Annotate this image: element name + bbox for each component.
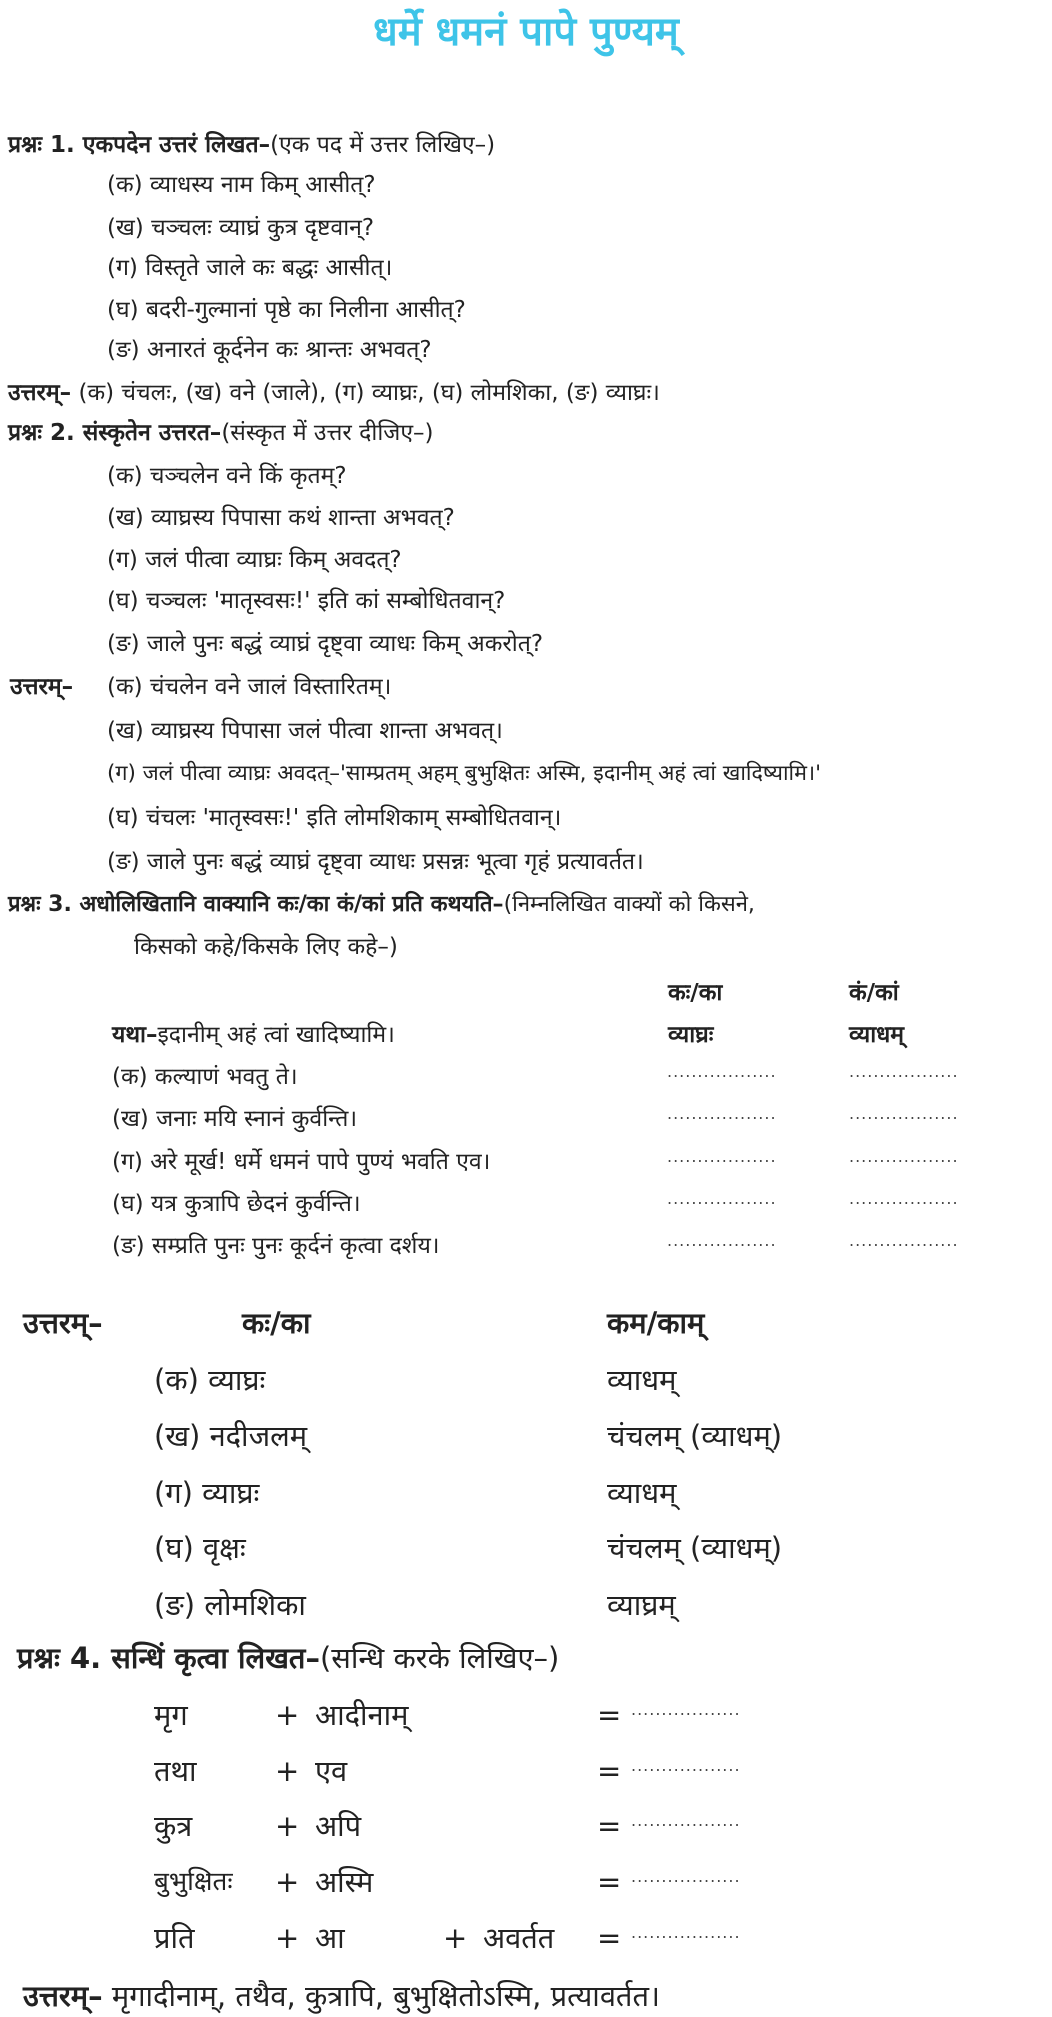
question-4 xyxy=(17,1638,559,1678)
q2-item: (घ) चञ्चलः 'मातृस्वसः!' इति कां सम्बोधितवान्? xyxy=(107,588,506,614)
answer-label: उत्तरम्– xyxy=(8,380,72,406)
plus-sign: + xyxy=(275,1698,300,1732)
sandhi-word-2: आ xyxy=(315,1921,345,1955)
blank-whom[interactable]: .................. xyxy=(849,1231,959,1250)
answer-col-who: कः/का xyxy=(242,1306,311,1340)
sandhi-word-1: तथा xyxy=(154,1754,197,1788)
answer-whom: व्याधम् xyxy=(607,1363,677,1397)
q3-item: (ग) अरे मूर्ख! धर्मे धमनं पापे पुण्यं भवति एव। xyxy=(112,1149,491,1175)
example-text: इदानीम् अहं त्वां खादिष्यामि। xyxy=(157,1022,395,1048)
sandhi-blank[interactable]: .................. xyxy=(631,1867,741,1886)
plus-sign: + xyxy=(275,1921,300,1955)
sandhi-blank[interactable]: .................. xyxy=(631,1756,741,1775)
sandhi-word-3: अवर्तत xyxy=(483,1921,555,1955)
example-who: व्याघ्रः xyxy=(668,1022,714,1048)
q2-item: (क) चञ्चलेन वने किं कृतम्? xyxy=(107,463,347,489)
question-1-hint: (एक पद में उत्तर लिखिए–) xyxy=(270,132,496,158)
answer-who: (ङ) लोमशिका xyxy=(154,1588,306,1622)
blank-whom[interactable]: .................. xyxy=(849,1147,959,1166)
blank-who[interactable]: .................. xyxy=(667,1147,777,1166)
question-1-heading: प्रश्नः 1. एकपदेन उत्तरं लिखत– xyxy=(8,132,271,158)
q2-answer: (क) चंचलेन वने जालं विस्तारितम्। xyxy=(107,674,392,700)
answer-text: मृगादीनाम्, तथैव, कुत्रापि, बुभुक्षितोऽस्मि, प्रत्यावर्तत। xyxy=(111,1979,660,2013)
sandhi-word-1: प्रति xyxy=(154,1921,195,1955)
answer-whom: व्याधम् xyxy=(607,1476,677,1510)
question-3-hint-cont: किसको कहे/किसके लिए कहे–) xyxy=(134,934,398,960)
answer-whom: चंचलम् (व्याधम्) xyxy=(607,1419,783,1453)
blank-whom[interactable]: .................. xyxy=(849,1189,959,1208)
question-3-heading: प्रश्नः 3. अधोलिखितानि वाक्यानि कः/का कं/कां प्रति कथयति– xyxy=(8,892,504,917)
question-2-heading: प्रश्नः 2. संस्कृतेन उत्तरत– xyxy=(8,420,222,446)
q1-answer xyxy=(8,377,660,409)
equals-sign: = xyxy=(597,1754,622,1788)
example-row xyxy=(112,1019,395,1051)
equals-sign: = xyxy=(597,1809,622,1843)
q1-item: (ख) चञ्चलः व्याघ्रं कुत्र दृष्टवान्? xyxy=(107,215,375,241)
question-4-heading: प्रश्नः 4. सन्धिं कृत्वा लिखत– xyxy=(17,1641,320,1675)
question-3-hint: (निम्नलिखित वाक्यों को किसने, xyxy=(503,892,755,917)
blank-who[interactable]: .................. xyxy=(667,1062,777,1081)
answer-label: उत्तरम्– xyxy=(23,1979,103,2013)
q3-item: (ख) जनाः मयि स्नानं कुर्वन्ति। xyxy=(112,1106,358,1132)
equals-sign: = xyxy=(597,1865,622,1899)
blank-whom[interactable]: .................. xyxy=(849,1104,959,1123)
sandhi-blank[interactable]: .................. xyxy=(631,1811,741,1830)
example-label: यथा– xyxy=(112,1022,158,1048)
q2-answer: (ग) जलं पीत्वा व्याघ्रः अवदत्–'साम्प्रतम् अहम् बुभुक्षितः अस्मि, इदानीम् अहं त्वां खादिष्यामि।' xyxy=(107,761,822,786)
blank-who[interactable]: .................. xyxy=(667,1231,777,1250)
plus-sign: + xyxy=(275,1865,300,1899)
sandhi-word-2: अस्मि xyxy=(315,1865,374,1899)
q3-item: (ङ) सम्प्रति पुनः पुनः कूर्दनं कृत्वा दर्शय। xyxy=(112,1233,440,1259)
q1-item: (ग) विस्तृते जाले कः बद्धः आसीत्। xyxy=(107,255,393,281)
col-header-who: कः/का xyxy=(668,980,723,1006)
q3-item: (घ) यत्र कुत्रापि छेदनं कुर्वन्ति। xyxy=(112,1191,361,1217)
sandhi-blank[interactable]: .................. xyxy=(631,1700,741,1719)
sandhi-word-1: मृग xyxy=(154,1698,188,1732)
question-2 xyxy=(8,417,434,449)
answer-who: (ग) व्याघ्रः xyxy=(154,1476,260,1510)
q4-answer xyxy=(23,1976,660,2016)
q2-item: (ङ) जाले पुनः बद्धं व्याघ्रं दृष्ट्वा व्याधः किम् अकरोत्? xyxy=(107,631,544,657)
q1-item: (क) व्याधस्य नाम किम् आसीत्? xyxy=(107,172,376,198)
plus-sign: + xyxy=(443,1921,468,1955)
q1-item: (घ) बदरी-गुल्मानां पृष्ठे का निलीना आसीत्? xyxy=(107,297,466,323)
col-header-whom: कं/कां xyxy=(849,980,899,1006)
sandhi-word-1: कुत्र xyxy=(154,1809,193,1843)
question-2-hint: (संस्कृत में उत्तर दीजिए–) xyxy=(221,420,434,446)
sandhi-word-2: आदीनाम् xyxy=(315,1698,409,1732)
answer-whom: व्याघ्रम् xyxy=(607,1588,676,1622)
question-3 xyxy=(8,889,755,921)
blank-whom[interactable]: .................. xyxy=(849,1062,959,1081)
blank-who[interactable]: .................. xyxy=(667,1189,777,1208)
answer-who: (घ) वृक्षः xyxy=(154,1531,246,1565)
sandhi-word-2: अपि xyxy=(315,1809,362,1843)
question-1 xyxy=(8,129,495,161)
equals-sign: = xyxy=(597,1921,622,1955)
blank-who[interactable]: .................. xyxy=(667,1104,777,1123)
q2-item: (ख) व्याघ्रस्य पिपासा कथं शान्ता अभवत्? xyxy=(107,505,455,531)
answer-label: उत्तरम्– xyxy=(10,674,74,700)
answer-label: उत्तरम्– xyxy=(23,1306,103,1340)
q1-item: (ङ) अनारतं कूर्दनेन कः श्रान्तः अभवत्? xyxy=(107,337,432,363)
question-4-hint: (सन्धि करके लिखिए–) xyxy=(319,1641,560,1675)
answer-who: (ख) नदीजलम् xyxy=(154,1419,308,1453)
q3-item: (क) कल्याणं भवतु ते। xyxy=(112,1064,298,1090)
answer-col-whom: कम/काम् xyxy=(607,1306,705,1340)
example-whom: व्याधम् xyxy=(849,1022,905,1048)
sandhi-word-2: एव xyxy=(315,1754,348,1788)
answer-who: (क) व्याघ्रः xyxy=(154,1363,266,1397)
answer-whom: चंचलम् (व्याधम्) xyxy=(607,1531,783,1565)
q2-item: (ग) जलं पीत्वा व्याघ्रः किम् अवदत्? xyxy=(107,547,402,573)
sandhi-blank[interactable]: .................. xyxy=(631,1923,741,1942)
answer-text: (क) चंचलः, (ख) वने (जाले), (ग) व्याघ्रः, (घ) लोमशिका, (ङ) व्याघ्रः। xyxy=(78,380,660,406)
plus-sign: + xyxy=(275,1809,300,1843)
page-title: धर्मे धमनं पापे पुण्यम् xyxy=(373,9,679,55)
q2-answer: (ङ) जाले पुनः बद्धं व्याघ्रं दृष्ट्वा व्याधः प्रसन्नः भूत्वा गृहं प्रत्यावर्तत। xyxy=(107,849,644,875)
q2-answer: (घ) चंचलः 'मातृस्वसः!' इति लोमशिकाम् सम्बोधितवान्। xyxy=(107,805,562,831)
q2-answer: (ख) व्याघ्रस्य पिपासा जलं पीत्वा शान्ता अभवत्। xyxy=(107,718,503,744)
equals-sign: = xyxy=(597,1698,622,1732)
sandhi-word-1: बुभुक्षितः xyxy=(154,1867,233,1897)
plus-sign: + xyxy=(275,1754,300,1788)
